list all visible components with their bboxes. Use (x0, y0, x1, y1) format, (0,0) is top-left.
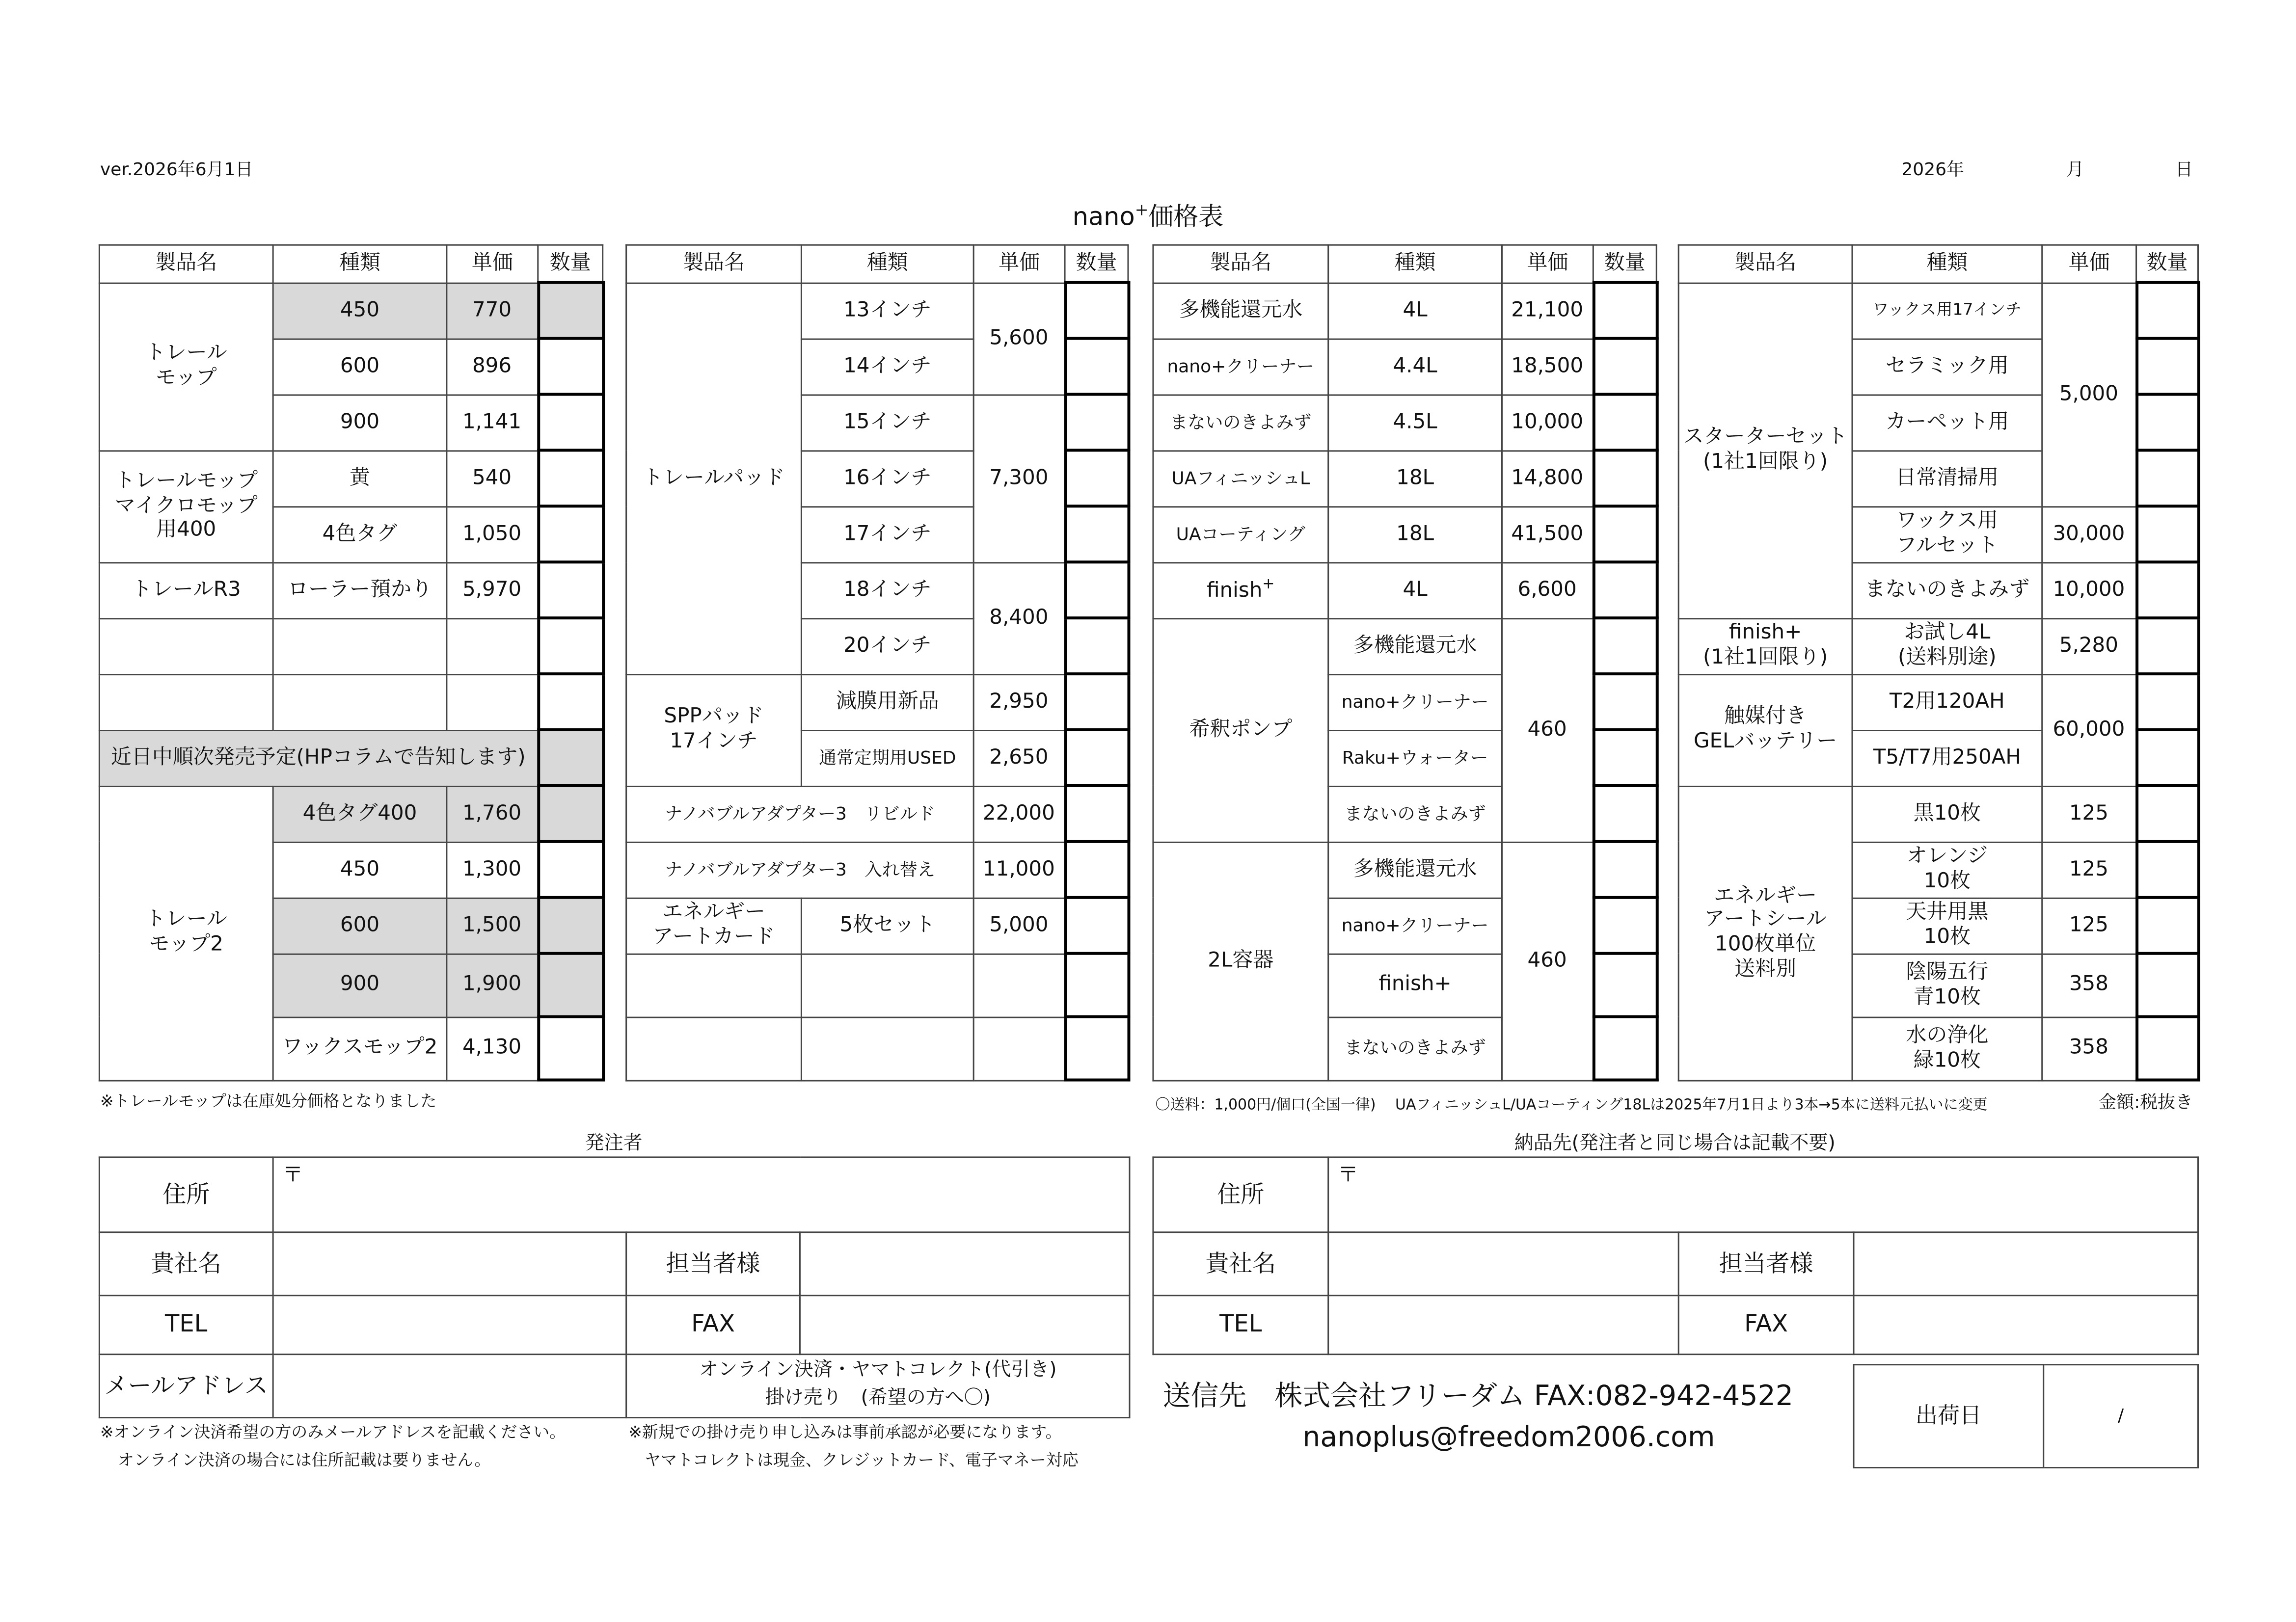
qty-cell[interactable] (1593, 954, 1656, 1017)
qty-cell[interactable] (1593, 898, 1656, 954)
qty-cell[interactable] (1593, 339, 1656, 395)
product-energy-card: エネルギー アートカード (626, 898, 802, 954)
starter-manai: まないのきよみず (1852, 562, 2042, 618)
type-14inch: 14インチ (801, 339, 973, 395)
date-day: 日 (2175, 159, 2193, 180)
price-spp-new: 2,950 (973, 674, 1065, 730)
qty-cell[interactable] (538, 562, 603, 618)
product-trail-mop-2: トレール モップ2 (99, 786, 273, 1080)
price-rebuild: 22,000 (973, 786, 1065, 842)
person-field[interactable] (800, 1232, 1130, 1296)
ship-date-box (1853, 1364, 2199, 1468)
address-field[interactable] (273, 1157, 1130, 1232)
qty-cell[interactable] (1593, 450, 1656, 506)
empty-cell (273, 618, 447, 674)
payment-methods-note: ヤマトコレクトは現金、クレジットカード、電子マネー対応 (645, 1451, 1079, 1470)
price-trial: 5,280 (2042, 618, 2136, 674)
qty-cell[interactable] (538, 842, 603, 898)
empty-cell (626, 954, 802, 1017)
seal-green: 水の浄化 緑10枚 (1852, 1017, 2042, 1080)
qty-cell[interactable] (2136, 618, 2198, 674)
type-yellow: 黄 (273, 450, 447, 506)
empty-cell (99, 618, 273, 674)
price-table-1 (99, 244, 604, 1082)
tel-label: TEL (99, 1296, 273, 1355)
qty-cell[interactable] (1593, 786, 1656, 842)
volume-ua-coating: 18L (1328, 506, 1502, 562)
date-year: 2026年 (1901, 159, 1964, 180)
type-15inch: 15インチ (801, 394, 973, 450)
product-r3: トレールR3 (99, 562, 273, 618)
type-17inch: 17インチ (801, 506, 973, 562)
qty-cell[interactable] (2136, 674, 2198, 730)
empty-cell (273, 674, 447, 730)
volume-water: 4L (1328, 283, 1502, 339)
pump-manai: まないのきよみず (1328, 786, 1502, 842)
type-20inch: 20インチ (801, 618, 973, 674)
price-seal-ceiling: 125 (2042, 898, 2136, 954)
volume-cleaner: 4.4L (1328, 339, 1502, 395)
price-ua-finish: 14,800 (1502, 450, 1593, 506)
price-card: 5,000 (973, 898, 1065, 954)
col-type: 種類 (801, 245, 973, 282)
qty-cell[interactable] (538, 786, 603, 842)
qty-cell[interactable] (1593, 730, 1656, 786)
qty-cell[interactable] (2136, 394, 2198, 450)
empty-cell (801, 954, 973, 1017)
orderer-form (99, 1156, 1131, 1418)
empty-cell (973, 1017, 1065, 1080)
container-manai: まないのきよみず (1328, 1017, 1502, 1080)
qty-cell[interactable] (1065, 339, 1128, 395)
price-pump: 460 (1502, 618, 1593, 842)
price-900: 1,900 (447, 954, 538, 1017)
product-finish-trial: finish+ (1社1回限り) (1678, 618, 1852, 674)
col-price: 単価 (447, 245, 538, 282)
qty-cell[interactable] (1593, 394, 1656, 450)
price-450: 1,300 (447, 842, 538, 898)
price-cleaner: 18,500 (1502, 339, 1593, 395)
price-seal-black: 125 (2042, 786, 2136, 842)
product-water: 多機能還元水 (1153, 283, 1328, 339)
type-600: 600 (273, 339, 447, 395)
product-finish: finish+ (1153, 562, 1328, 618)
price-yellow: 540 (447, 450, 538, 506)
battery-t2: T2用120AH (1852, 674, 2042, 730)
qty-cell[interactable] (1065, 618, 1128, 674)
seal-black: 黒10枚 (1852, 786, 2042, 842)
qty-cell[interactable] (1065, 674, 1128, 730)
seal-orange: オレンジ 10枚 (1852, 842, 2042, 898)
company-label: 貴社名 (99, 1232, 273, 1296)
empty-cell (801, 1017, 973, 1080)
address-label: 住所 (1153, 1157, 1328, 1232)
product-starter-set: スターターセット (1社1回限り) (1678, 283, 1852, 618)
postal-mark: 〒 (1338, 1164, 1359, 1188)
battery-t5-t7: T5/T7用250AH (1852, 730, 2042, 786)
starter-daily: 日常清掃用 (1852, 450, 2042, 506)
qty-cell[interactable] (538, 674, 603, 730)
price-13-14: 5,600 (973, 283, 1065, 395)
empty-cell (447, 674, 538, 730)
type-trial: お試し4L (送料別途) (1852, 618, 2042, 674)
credit-note: ※新規での掛け売り申し込みは事前承認が必要になります。 (628, 1423, 1062, 1442)
col-product-name: 製品名 (1153, 245, 1328, 282)
product-container: 2L容器 (1153, 842, 1328, 1080)
price-starter-manai: 10,000 (2042, 562, 2136, 618)
qty-cell[interactable] (2136, 283, 2198, 339)
price-450: 770 (447, 283, 538, 339)
price-container: 460 (1502, 842, 1593, 1080)
price-seal-blue: 358 (2042, 954, 2136, 1017)
price-600: 1,500 (447, 898, 538, 954)
qty-cell[interactable] (1065, 842, 1128, 898)
qty-cell[interactable] (1065, 898, 1128, 954)
volume-finish: 4L (1328, 562, 1502, 618)
type-4tag-400: 4色タグ400 (273, 786, 447, 842)
type-900: 900 (273, 394, 447, 450)
price-18-20: 8,400 (973, 562, 1065, 674)
col-price: 単価 (2042, 245, 2136, 282)
qty-cell[interactable] (538, 339, 603, 395)
fax-label: FAX (1678, 1296, 1854, 1355)
postal-mark: 〒 (282, 1164, 303, 1188)
qty-cell[interactable] (538, 283, 603, 339)
col-qty: 数量 (1065, 245, 1128, 282)
type-wax-mop: ワックスモップ2 (273, 1017, 447, 1080)
type-600: 600 (273, 898, 447, 954)
qty-cell[interactable] (1593, 1017, 1656, 1080)
seal-ceiling-black: 天井用黒 10枚 (1852, 898, 2042, 954)
qty-cell[interactable] (2136, 954, 2198, 1017)
price-seal-orange: 125 (2042, 842, 2136, 898)
ship-date-label: 出荷日 (1854, 1365, 2044, 1468)
version-label: ver.2026年6月1日 (100, 159, 253, 180)
type-spp-new: 減膜用新品 (801, 674, 973, 730)
qty-cell[interactable] (1065, 730, 1128, 786)
col-price: 単価 (973, 245, 1065, 282)
price-battery: 60,000 (2042, 674, 2136, 786)
tax-note: 金額:税抜き (2099, 1091, 2193, 1113)
price-manai: 10,000 (1502, 394, 1593, 450)
coming-soon-notice: 近日中順次発売予定(HPコラムで告知します) (99, 730, 538, 786)
payment-credit: 掛け売り (希望の方へ〇) (765, 1387, 991, 1410)
qty-cell[interactable] (2136, 842, 2198, 898)
email-field[interactable] (273, 1355, 626, 1418)
product-ua-coating: UAコーティング (1153, 506, 1328, 562)
person-label: 担当者様 (1678, 1232, 1854, 1296)
empty-cell (973, 954, 1065, 1017)
container-cleaner: nano+クリーナー (1328, 898, 1502, 954)
price-table-2 (625, 244, 1130, 1082)
qty-cell[interactable] (2136, 786, 2198, 842)
product-nano-swap: ナノバブルアダプター3 入れ替え (626, 842, 974, 898)
qty-cell[interactable] (1593, 283, 1656, 339)
price-wax-full: 30,000 (2042, 506, 2136, 562)
type-roller: ローラー預かり (273, 562, 447, 618)
orderer-title: 発注者 (585, 1133, 643, 1155)
price-table-4 (1678, 244, 2200, 1082)
col-qty: 数量 (2136, 245, 2198, 282)
product-spp-pad: SPPパッド 17インチ (626, 674, 802, 786)
container-finish: finish+ (1328, 954, 1502, 1017)
company-field[interactable] (273, 1232, 626, 1296)
starter-wax-17: ワックス用17インチ (1852, 283, 2042, 339)
qty-cell[interactable] (538, 450, 603, 506)
price-900: 1,141 (447, 394, 538, 450)
product-ua-finish: UAフィニッシュL (1153, 450, 1328, 506)
qty-cell[interactable] (1065, 450, 1128, 506)
qty-cell[interactable] (538, 730, 603, 786)
product-battery: 触媒付き GELバッテリー (1678, 674, 1852, 786)
qty-cell[interactable] (1593, 674, 1656, 730)
price-swap: 11,000 (973, 842, 1065, 898)
qty-cell[interactable] (1065, 562, 1128, 618)
address-note: オンライン決済の場合には住所記載は要りません。 (117, 1451, 491, 1470)
col-price: 単価 (1502, 245, 1593, 282)
fax-label: FAX (626, 1296, 800, 1355)
product-nano-rebuild: ナノバブルアダプター3 リビルド (626, 786, 974, 842)
qty-cell[interactable] (1593, 562, 1656, 618)
qty-cell[interactable] (1065, 394, 1128, 450)
empty-cell (626, 1017, 802, 1080)
col-product-name: 製品名 (626, 245, 802, 282)
qty-cell[interactable] (2136, 562, 2198, 618)
qty-cell[interactable] (1065, 283, 1128, 339)
price-starter: 5,000 (2042, 283, 2136, 506)
container-water: 多機能還元水 (1328, 842, 1502, 898)
price-seal-green: 358 (2042, 1017, 2136, 1080)
person-label: 担当者様 (626, 1232, 800, 1296)
type-16inch: 16インチ (801, 450, 973, 506)
delivery-form (1152, 1156, 2199, 1355)
price-4tag: 1,050 (447, 506, 538, 562)
email-label: メールアドレス (99, 1355, 273, 1418)
mop-clearance-note: ※トレールモップは在庫処分価格となりました (100, 1091, 437, 1111)
starter-wax-full: ワックス用 フルセット (1852, 506, 2042, 562)
qty-cell[interactable] (538, 898, 603, 954)
type-18inch: 18インチ (801, 562, 973, 618)
col-product-name: 製品名 (99, 245, 273, 282)
page-title: nano+価格表 (1072, 200, 1224, 233)
qty-cell[interactable] (1593, 506, 1656, 562)
volume-ua-finish: 18L (1328, 450, 1502, 506)
company-label: 貴社名 (1153, 1232, 1328, 1296)
price-wax-mop: 4,130 (447, 1017, 538, 1080)
starter-carpet: カーペット用 (1852, 394, 2042, 450)
delivery-title: 納品先(発注者と同じ場合は記載不要) (1514, 1133, 1836, 1155)
starter-ceramic: セラミック用 (1852, 339, 2042, 395)
product-pump: 希釈ポンプ (1153, 618, 1328, 842)
ship-date-field[interactable]: / (2044, 1365, 2198, 1468)
tel-field[interactable] (273, 1296, 626, 1355)
delivery-address-field[interactable] (1328, 1157, 2198, 1232)
col-type: 種類 (273, 245, 447, 282)
col-type: 種類 (1852, 245, 2042, 282)
type-450: 450 (273, 842, 447, 898)
date-month: 月 (2066, 159, 2084, 180)
payment-options[interactable] (626, 1355, 1130, 1418)
qty-cell[interactable] (1065, 954, 1128, 1017)
qty-cell[interactable] (538, 618, 603, 674)
price-water: 21,100 (1502, 283, 1593, 339)
qty-cell[interactable] (538, 1017, 603, 1080)
product-energy-seal: エネルギー アートシール 100枚単位 送料別 (1678, 786, 1852, 1080)
price-spp-used: 2,650 (973, 730, 1065, 786)
product-manai: まないのきよみず (1153, 394, 1328, 450)
type-spp-used: 通常定期用USED (801, 730, 973, 786)
type-450: 450 (273, 283, 447, 339)
price-600: 896 (447, 339, 538, 395)
col-type: 種類 (1328, 245, 1502, 282)
type-card-set: 5枚セット (801, 898, 973, 954)
type-13inch: 13インチ (801, 283, 973, 339)
qty-cell[interactable] (2136, 339, 2198, 395)
price-table-3 (1152, 244, 1658, 1082)
email-note: ※オンライン決済希望の方のみメールアドレスを記載ください。 (100, 1423, 566, 1442)
qty-cell[interactable] (2136, 506, 2198, 562)
col-qty: 数量 (538, 245, 603, 282)
seal-blue: 陰陽五行 青10枚 (1852, 954, 2042, 1017)
address-label: 住所 (99, 1157, 273, 1232)
shipping-note: 〇送料：1,000円/個口(全国一律) UAフィニッシュL/UAコーティング18Lは2025年7月1日より3本→5本に送料元払いに変更 (1155, 1097, 1988, 1114)
qty-cell[interactable] (2136, 730, 2198, 786)
payment-online: オンライン決済・ヤマトコレクト(代引き) (699, 1359, 1057, 1382)
qty-cell[interactable] (1593, 618, 1656, 674)
product-trail-pad: トレールパッド (626, 283, 802, 674)
volume-manai: 4.5L (1328, 394, 1502, 450)
product-trail-mop: トレール モップ (99, 283, 273, 451)
qty-cell[interactable] (538, 506, 603, 562)
col-product-name: 製品名 (1678, 245, 1852, 282)
qty-cell[interactable] (1065, 786, 1128, 842)
price-15-17: 7,300 (973, 394, 1065, 562)
delivery-company-field[interactable] (1328, 1232, 1679, 1296)
col-qty: 数量 (1593, 245, 1656, 282)
delivery-person-field[interactable] (1854, 1232, 2198, 1296)
delivery-tel-field[interactable] (1328, 1296, 1679, 1355)
delivery-fax-field[interactable] (1854, 1296, 2198, 1355)
price-4tag-400: 1,760 (447, 786, 538, 842)
qty-cell[interactable] (1065, 1017, 1128, 1080)
empty-cell (447, 618, 538, 674)
qty-cell[interactable] (538, 954, 603, 1017)
pump-water: 多機能還元水 (1328, 618, 1502, 674)
type-4tag: 4色タグ (273, 506, 447, 562)
product-cleaner: nano+クリーナー (1153, 339, 1328, 395)
qty-cell[interactable] (2136, 450, 2198, 506)
send-to-email: nanoplus@freedom2006.com (1302, 1421, 1715, 1454)
tel-label: TEL (1153, 1296, 1328, 1355)
pump-cleaner: nano+クリーナー (1328, 674, 1502, 730)
qty-cell[interactable] (1593, 842, 1656, 898)
qty-cell[interactable] (538, 394, 603, 450)
price-r3: 5,970 (447, 562, 538, 618)
empty-cell (99, 674, 273, 730)
price-ua-coating: 41,500 (1502, 506, 1593, 562)
pump-raku: Raku+ウォーター (1328, 730, 1502, 786)
qty-cell[interactable] (2136, 1017, 2198, 1080)
product-micro-mop: トレールモップ マイクロモップ 用400 (99, 450, 273, 562)
price-finish: 6,600 (1502, 562, 1593, 618)
fax-field[interactable] (800, 1296, 1130, 1355)
send-to-fax: 送信先 株式会社フリーダム FAX:082-942-4522 (1162, 1380, 1794, 1413)
type-900: 900 (273, 954, 447, 1017)
qty-cell[interactable] (1065, 506, 1128, 562)
qty-cell[interactable] (2136, 898, 2198, 954)
